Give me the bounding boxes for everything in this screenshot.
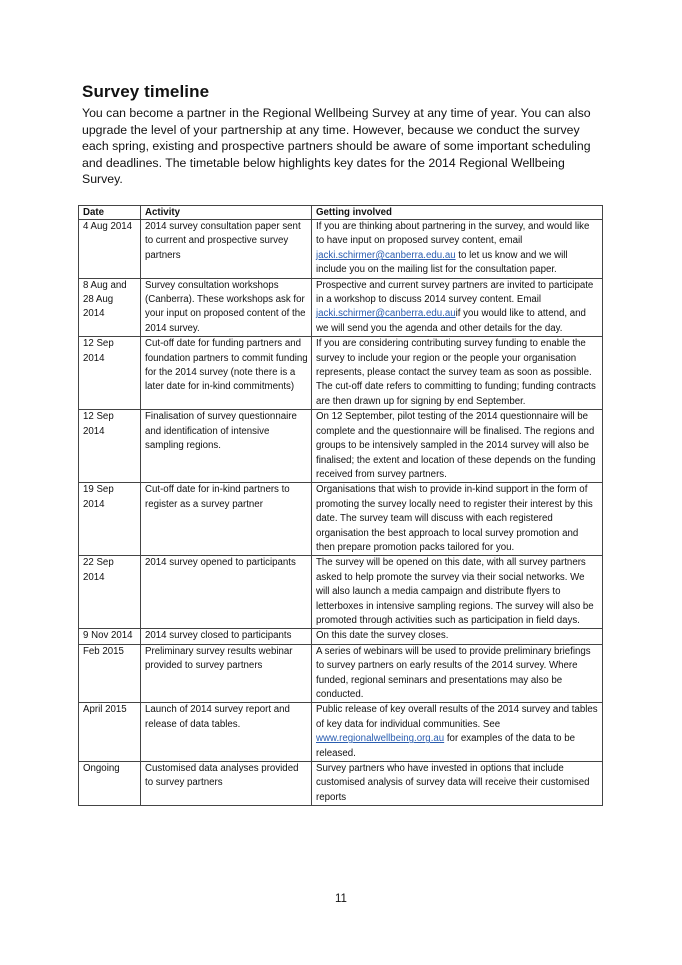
row-getting-involved: Prospective and current survey partners are invited to participate in a workshop to discuss 2014 survey content. Email jacki.schirmer@canberra.edu.auif you would like to attend, and we will send you the agenda and other details for the day. [312,278,603,337]
row-getting-involved: On 12 September, pilot testing of the 2014 questionnaire will be complete and the questionnaire will be finalised. The regions and groups to be intensively sampled in the 2014 survey will also be finalised; the extent and location of these depends on the funding received from survey partners. [312,410,603,483]
timeline-table [78,205,603,806]
row-activity: Finalisation of survey questionnaire and identification of intensive sampling regions. [141,410,312,483]
row-activity: Cut-off date for funding partners and foundation partners to commit funding for the 2014 survey (note there is a later date for in-kind commitments) [141,337,312,410]
row-activity: Customised data analyses provided to survey partners [141,762,312,806]
row-date: 8 Aug and 28 Aug 2014 [79,278,141,337]
table-row [79,644,603,703]
row-date: Feb 2015 [79,644,141,703]
row-date: 9 Nov 2014 [79,629,141,644]
intro-paragraph: You can become a partner in the Regional Wellbeing Survey at any time of year. You can also upgrade the level of your partnership at any time. However, because we conduct the survey each spring, existing and prospective partners should be aware of some important scheduling and deadlines. The timetable below highlights key dates for the 2014 Regional Wellbeing Survey. [82,106,591,187]
email-link[interactable]: jacki.schirmer@canberra.edu.au [316,308,456,320]
row-getting-involved: A series of webinars will be used to provide preliminary briefings to survey partners on early results of the 2014 survey. Where funded, regional seminars and presentations may also be conducted. [312,644,603,703]
row-activity: 2014 survey consultation paper sent to current and prospective survey partners [141,220,312,279]
row-activity: 2014 survey opened to participants [141,556,312,629]
table-row [79,278,603,337]
section-heading: Survey timeline [82,82,210,101]
row-date: 12 Sep 2014 [79,337,141,410]
row-getting-involved: Survey partners who have invested in options that include customised analysis of survey data will receive their customised reports [312,762,603,806]
row-date: 12 Sep 2014 [79,410,141,483]
row-getting-involved: If you are considering contributing survey funding to enable the survey to include your region or the people your organisation represents, please contact the survey team as soon as possible. The cut-off date refers to committing to funding; funding contracts are then drawn up for signing by end September. [312,337,603,410]
row-getting-involved: Organisations that wish to provide in-kind support in the form of promoting the survey locally need to register their interest by this date. The survey team will discuss with each registered organisation the best approach to local survey promotion and then prepare promotion packs tailored for you. [312,483,603,556]
table-row [79,483,603,556]
header-date: Date [79,206,141,220]
row-activity: Preliminary survey results webinar provided to survey partners [141,644,312,703]
row-activity: 2014 survey closed to participants [141,629,312,644]
row-getting-involved: On this date the survey closes. [312,629,603,644]
row-activity: Cut-off date for in-kind partners to register as a survey partner [141,483,312,556]
table-row [79,556,603,629]
table-row [79,220,603,279]
email-link[interactable]: jacki.schirmer@canberra.edu.au [316,249,456,261]
row-date: 22 Sep 2014 [79,556,141,629]
row-getting-involved: Public release of key overall results of the 2014 survey and tables of key data for individual communities. See www.regionalwellbeing.org.au for examples of the data to be released. [312,703,603,762]
table-row [79,762,603,806]
table-row [79,629,603,644]
website-link[interactable]: www.regionalwellbeing.org.au [316,733,445,745]
header-getting-involved: Getting involved [312,206,603,220]
table-header-row [79,206,603,220]
row-getting-involved: The survey will be opened on this date, with all survey partners asked to help promote the survey via their social networks. We will also launch a media campaign and distribute flyers to letterboxes in intensive sampling regions. The survey will also be promoted through activities such as participation in field days. [312,556,603,629]
row-date: 19 Sep 2014 [79,483,141,556]
row-date: April 2015 [79,703,141,762]
row-activity: Survey consultation workshops (Canberra). These workshops ask for your input on proposed content of the 2014 survey. [141,278,312,337]
page-number: 11 [335,893,347,905]
row-activity: Launch of 2014 survey report and release of data tables. [141,703,312,762]
table-row [79,337,603,410]
header-activity: Activity [141,206,312,220]
row-date: 4 Aug 2014 [79,220,141,279]
row-getting-involved: If you are thinking about partnering in the survey, and would like to have input on proposed survey content, email jacki.schirmer@canberra.edu.au to let us know and we will include you on the mailing list for the consultation paper. [312,220,603,279]
table-row [79,703,603,762]
row-date: Ongoing [79,762,141,806]
table-row [79,410,603,483]
